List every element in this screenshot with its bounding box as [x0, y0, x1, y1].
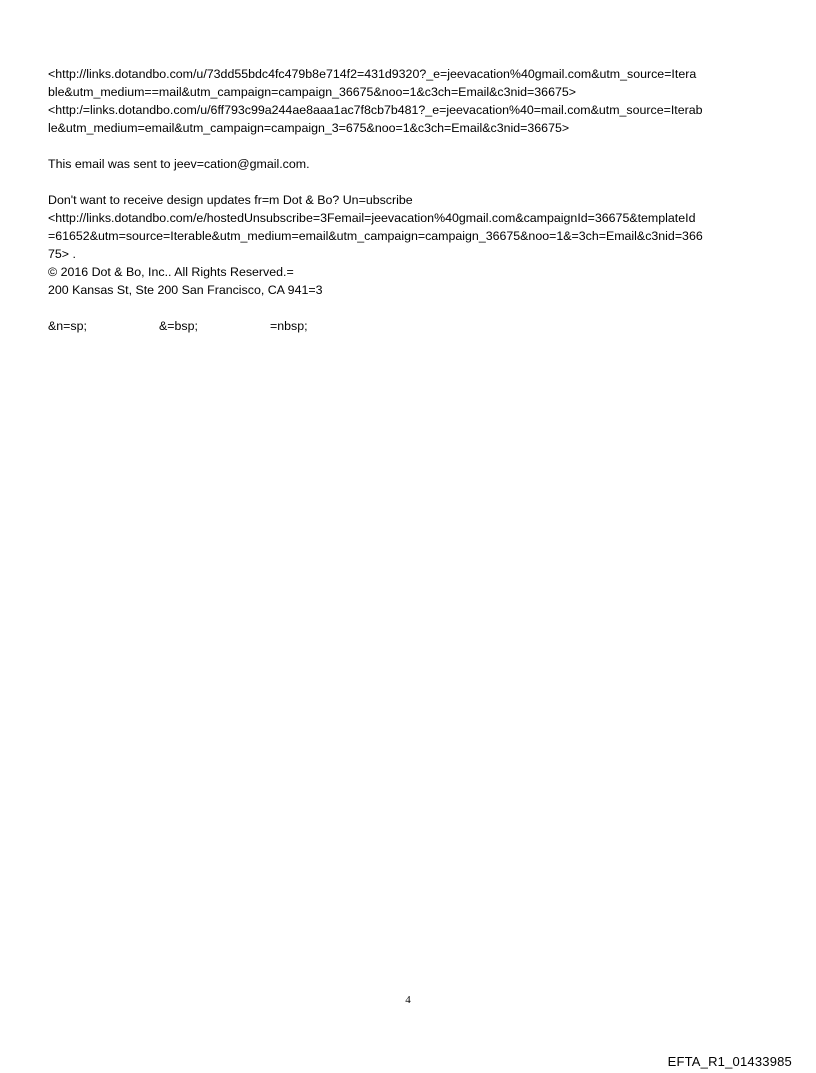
nbsp-entity: &n=sp; — [48, 319, 87, 333]
unsubscribe-prompt: Don't want to receive design updates fr=m Dot & Bo? Un=ubscribe — [48, 193, 413, 207]
links-block — [48, 65, 788, 137]
unsubscribe-block — [48, 191, 788, 299]
sent-to-notice — [48, 155, 788, 173]
copyright-line: © 2016 Dot & Bo, Inc.. All Rights Reserved.= — [48, 265, 294, 279]
unsubscribe-link-line[interactable]: 75> . — [48, 247, 76, 261]
document-id: EFTA_R1_01433985 — [667, 1054, 792, 1069]
unsubscribe-link-line[interactable]: =61652&utm=source=Iterable&utm_medium=email&utm_campaign=campaign_36675&noo=1&=3ch=Email&c3nid=366 — [48, 229, 703, 243]
link-line[interactable]: ble&utm_medium==mail&utm_campaign=campaign_36675&noo=1&c3ch=Email&c3nid=36675> — [48, 85, 576, 99]
link-line[interactable]: <http:/=links.dotandbo.com/u/6ff793c99a244ae8aaa1ac7f8cb7b481?_e=jeevacation%40=mail.com&utm_source=Iterab — [48, 103, 703, 117]
unsubscribe-link-line[interactable]: <http://links.dotandbo.com/e/hostedUnsubscribe=3Femail=jeevacation%40gmail.com&campaignId=36675&templateId — [48, 211, 696, 225]
page-number: 4 — [405, 994, 411, 1006]
address-line: 200 Kansas St, Ste 200 San Francisco, CA 941=3 — [48, 283, 323, 297]
link-line[interactable]: le&utm_medium=email&utm_campaign=campaign_3=675&noo=1&c3ch=Email&c3nid=36675> — [48, 121, 570, 135]
link-line[interactable]: <http://links.dotandbo.com/u/73dd55bdc4fc479b8e714f2=431d9320?_e=jeevacation%40gmail.com&utm_source=Itera — [48, 67, 697, 81]
nbsp-entity: =nbsp; — [270, 319, 308, 333]
nbsp-entity: &=bsp; — [159, 319, 198, 333]
sent-to-line: This email was sent to jeev=cation@gmail.com. — [48, 157, 310, 171]
